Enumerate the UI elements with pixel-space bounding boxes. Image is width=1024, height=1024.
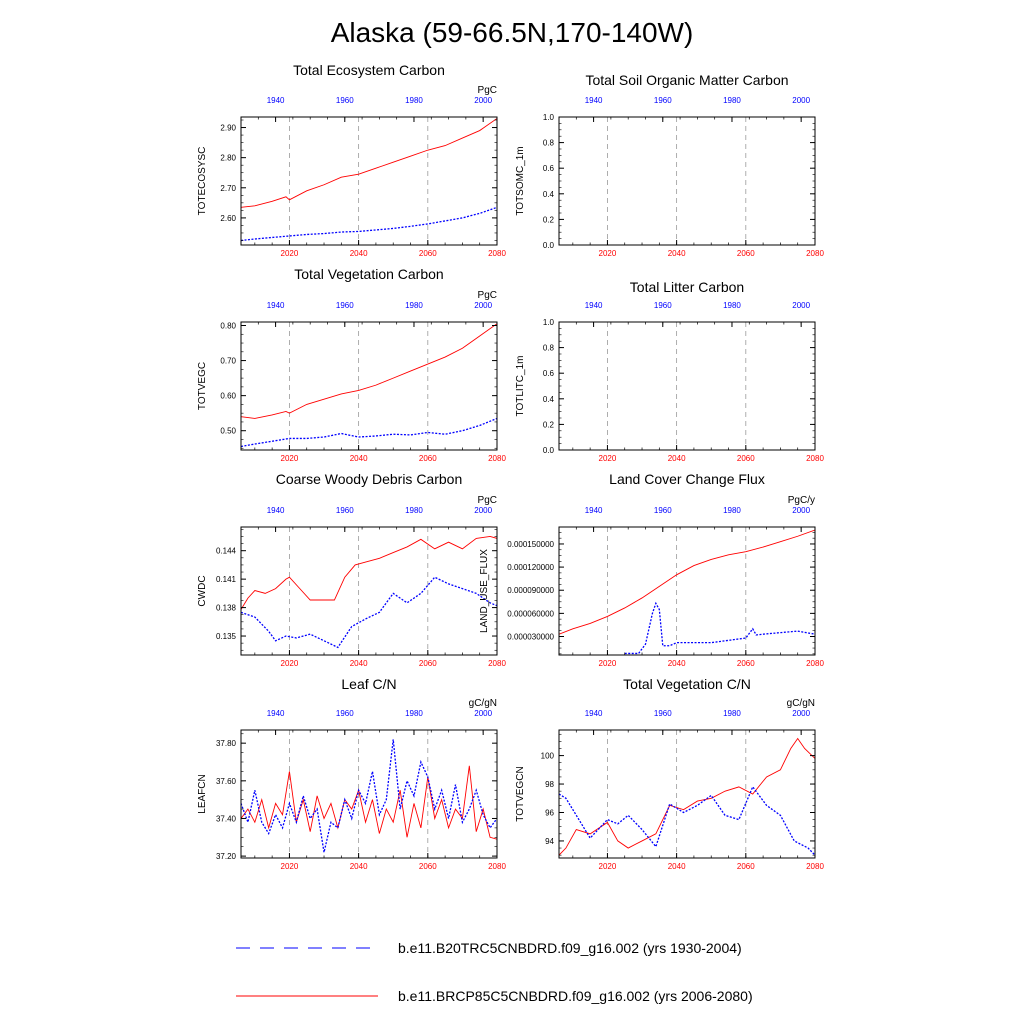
plot-frame	[241, 322, 497, 450]
y-axis-label: LAND_USE_FLUX	[479, 549, 490, 633]
top-x-tick-label: 1960	[335, 96, 354, 105]
plot-frame	[241, 527, 497, 655]
y-tick-label: 0.135	[215, 632, 236, 642]
x-tick-label: 2060	[736, 659, 755, 668]
y-tick-label: 0.000120000	[507, 563, 554, 573]
top-x-tick-label: 1960	[335, 709, 354, 718]
y-tick-label: 0.138	[215, 603, 236, 613]
y-tick-label: 2.80	[220, 153, 236, 163]
y-tick-label: 2.70	[220, 183, 236, 193]
panel-title: Total Soil Organic Matter Carbon	[585, 72, 789, 88]
y-axis-label: TOTLITC_1m	[515, 355, 526, 417]
y-tick-label: 0.141	[215, 575, 236, 585]
x-tick-label: 2060	[418, 659, 437, 668]
plot-frame	[559, 117, 815, 245]
y-tick-label: 0.000090000	[507, 586, 554, 596]
x-tick-label: 2080	[806, 862, 824, 871]
x-tick-label: 2040	[349, 659, 368, 668]
series-group	[241, 536, 497, 647]
series-historical-line	[625, 603, 815, 653]
top-x-tick-label: 1980	[723, 506, 741, 515]
top-x-tick-label: 2000	[792, 506, 811, 515]
x-tick-label: 2040	[667, 249, 686, 258]
x-tick-label: 2020	[280, 249, 299, 258]
plot-frame	[241, 117, 497, 245]
x-tick-label: 2080	[488, 659, 506, 668]
series-future-line	[241, 536, 497, 609]
y-tick-label: 2.90	[220, 123, 236, 133]
x-tick-label: 2020	[598, 249, 617, 258]
y-tick-label: 0.6	[542, 164, 554, 174]
panel-1	[197, 62, 506, 258]
series-future-line	[559, 739, 815, 856]
series-group	[241, 739, 497, 852]
top-x-tick-label: 1940	[584, 709, 603, 718]
series-group	[559, 530, 815, 653]
x-tick-label: 2020	[280, 659, 299, 668]
legend-label-future: b.e11.BRCP85C5CNBDRD.f09_g16.002 (yrs 2006-2080)	[398, 988, 753, 1004]
top-x-tick-label: 1980	[723, 301, 741, 310]
x-tick-label: 2060	[736, 862, 755, 871]
top-x-tick-label: 1940	[266, 301, 285, 310]
y-tick-label: 0.8	[542, 343, 554, 353]
x-tick-label: 2040	[667, 659, 686, 668]
y-axis-label: TOTVEGC	[197, 361, 208, 411]
y-axis-label: LEAFCN	[197, 774, 208, 814]
series-group	[241, 324, 497, 447]
panel-title: Total Litter Carbon	[629, 279, 745, 295]
series-historical-line	[241, 418, 497, 446]
top-x-tick-label: 1980	[723, 709, 741, 718]
units-label: gC/gN	[468, 698, 497, 709]
top-x-tick-label: 1940	[266, 506, 285, 515]
panel-title: Total Vegetation C/N	[623, 676, 751, 692]
series-future-line	[241, 324, 497, 419]
y-tick-label: 0.4	[542, 394, 554, 404]
top-x-tick-label: 1980	[405, 301, 423, 310]
top-x-tick-label: 1940	[266, 96, 285, 105]
figure-title: Alaska (59-66.5N,170-140W)	[330, 17, 694, 48]
y-tick-label: 0.8	[542, 138, 554, 148]
plot-frame	[559, 322, 815, 450]
y-tick-label: 0.144	[215, 546, 236, 556]
y-axis-label: TOTVEGCN	[515, 766, 526, 822]
y-tick-label: 94	[545, 836, 554, 846]
plot-frame	[241, 730, 497, 858]
y-tick-label: 0.000150000	[507, 539, 554, 549]
panel-title: Land Cover Change Flux	[609, 471, 765, 487]
x-tick-label: 2040	[667, 454, 686, 463]
panel-2	[515, 72, 824, 258]
y-tick-label: 37.20	[215, 852, 236, 862]
top-x-tick-label: 1940	[584, 301, 603, 310]
y-tick-label: 2.60	[220, 213, 236, 223]
panel-title: Total Ecosystem Carbon	[293, 62, 445, 78]
x-tick-label: 2020	[280, 454, 299, 463]
plot-frame	[559, 527, 815, 655]
y-tick-label: 0.60	[220, 391, 236, 401]
top-x-tick-label: 1960	[335, 301, 354, 310]
y-tick-label: 37.60	[215, 776, 236, 786]
x-tick-label: 2040	[349, 862, 368, 871]
series-group	[241, 119, 497, 241]
y-tick-label: 0.000060000	[507, 609, 554, 619]
panel-7	[197, 676, 506, 871]
top-x-tick-label: 1960	[653, 96, 672, 105]
y-tick-label: 0.2	[542, 420, 554, 430]
panels	[197, 62, 824, 871]
x-tick-label: 2080	[806, 249, 824, 258]
panel-5	[197, 471, 506, 668]
units-label: PgC/y	[787, 495, 815, 506]
top-x-tick-label: 1960	[653, 301, 672, 310]
x-tick-label: 2080	[806, 454, 824, 463]
top-x-tick-label: 2000	[474, 301, 493, 310]
units-label: PgC	[477, 290, 497, 301]
y-tick-label: 0.50	[220, 426, 236, 436]
series-group	[559, 739, 815, 856]
top-x-tick-label: 1980	[405, 709, 423, 718]
legend-label-historical: b.e11.B20TRC5CNBDRD.f09_g16.002 (yrs 1930-2004)	[398, 940, 742, 956]
x-tick-label: 2040	[667, 862, 686, 871]
series-future-line	[559, 530, 815, 634]
y-axis-label: TOTECOSYSC	[197, 146, 208, 216]
x-tick-label: 2020	[280, 862, 299, 871]
y-tick-label: 0.0	[542, 446, 554, 455]
top-x-tick-label: 1960	[653, 709, 672, 718]
top-x-tick-label: 1940	[266, 709, 285, 718]
y-tick-label: 0.0	[542, 241, 554, 250]
series-historical-line	[241, 577, 497, 647]
y-tick-label: 98	[545, 780, 554, 790]
top-x-tick-label: 2000	[792, 709, 811, 718]
x-tick-label: 2060	[736, 454, 755, 463]
series-historical-line	[241, 739, 497, 852]
plot-frame	[559, 730, 815, 858]
y-tick-label: 1.0	[542, 318, 554, 327]
top-x-tick-label: 1980	[405, 96, 423, 105]
x-tick-label: 2020	[598, 862, 617, 871]
y-tick-label: 100	[540, 751, 554, 761]
x-tick-label: 2060	[418, 862, 437, 871]
series-historical-line	[241, 207, 497, 240]
x-tick-label: 2080	[488, 249, 506, 258]
y-tick-label: 1.0	[542, 113, 554, 122]
legend	[236, 940, 753, 1004]
series-future-line	[241, 766, 497, 839]
top-x-tick-label: 2000	[792, 96, 811, 105]
units-label: PgC	[477, 85, 497, 96]
series-future-line	[241, 119, 497, 208]
y-tick-label: 0.4	[542, 189, 554, 199]
y-axis-label: TOTSOMC_1m	[515, 146, 526, 216]
y-tick-label: 0.000030000	[507, 632, 554, 642]
units-label: gC/gN	[786, 698, 815, 709]
y-axis-label: CWDC	[197, 575, 208, 607]
x-tick-label: 2080	[488, 862, 506, 871]
y-tick-label: 96	[545, 808, 554, 818]
panel-8	[515, 676, 824, 871]
x-tick-label: 2060	[418, 249, 437, 258]
top-x-tick-label: 1960	[335, 506, 354, 515]
panel-6	[479, 471, 824, 668]
x-tick-label: 2040	[349, 249, 368, 258]
y-tick-label: 37.40	[215, 814, 236, 824]
panel-3	[197, 266, 506, 463]
top-x-tick-label: 1980	[405, 506, 423, 515]
x-tick-label: 2060	[736, 249, 755, 258]
top-x-tick-label: 1960	[653, 506, 672, 515]
panel-title: Leaf C/N	[341, 676, 397, 692]
y-tick-label: 0.6	[542, 369, 554, 379]
y-tick-label: 0.2	[542, 215, 554, 225]
y-tick-label: 0.70	[220, 356, 236, 366]
x-tick-label: 2080	[806, 659, 824, 668]
y-tick-label: 37.80	[215, 739, 236, 749]
x-tick-label: 2020	[598, 659, 617, 668]
top-x-tick-label: 1980	[723, 96, 741, 105]
top-x-tick-label: 2000	[474, 709, 493, 718]
panel-4	[515, 279, 824, 463]
panel-title: Total Vegetation Carbon	[294, 266, 444, 282]
units-label: PgC	[477, 495, 497, 506]
y-tick-label: 0.80	[220, 321, 236, 331]
top-x-tick-label: 2000	[792, 301, 811, 310]
top-x-tick-label: 1940	[584, 96, 603, 105]
top-x-tick-label: 1940	[584, 506, 603, 515]
panel-title: Coarse Woody Debris Carbon	[275, 471, 463, 487]
top-x-tick-label: 2000	[474, 506, 493, 515]
x-tick-label: 2040	[349, 454, 368, 463]
top-x-tick-label: 2000	[474, 96, 493, 105]
x-tick-label: 2080	[488, 454, 506, 463]
x-tick-label: 2020	[598, 454, 617, 463]
series-historical-line	[559, 787, 815, 855]
x-tick-label: 2060	[418, 454, 437, 463]
